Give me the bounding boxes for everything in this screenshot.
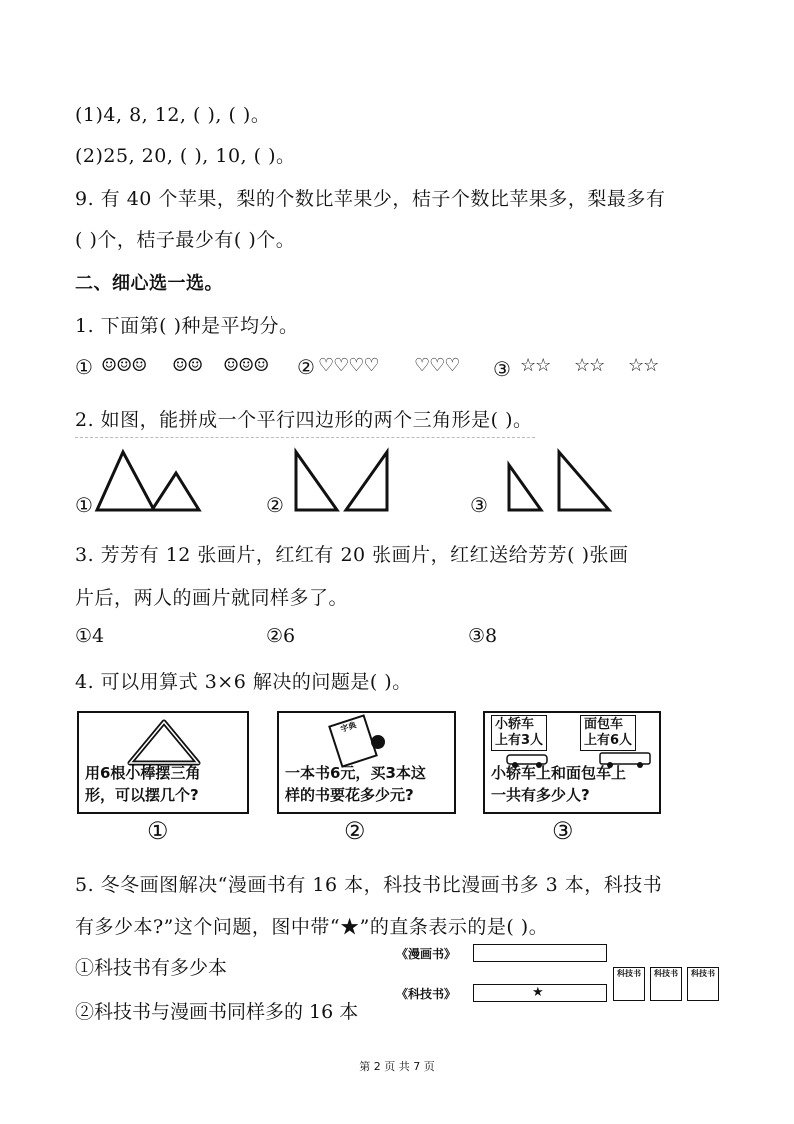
smiley-group-1: ☺☺☺ [101,355,147,376]
triangle-option-1-marker: ① [75,493,93,517]
smiley-group-2: ☺☺ [172,355,203,376]
q4-panel-2-number: ② [344,817,366,845]
science-book-icon-2: 科技书 [650,967,682,1001]
q4-panel-1-caption: 用6根小棒摆三角 形，可以摆几个? [85,764,201,804]
question-9-line-2: ( )个，桔子最少有( )个。 [75,229,296,251]
option-3-marker: ③ [493,357,511,381]
q3-option-3: ③8 [468,625,498,647]
triangle-2b [346,452,387,510]
comic-books-bar [473,944,607,962]
heart-group-1: ♡♡♡♡ [318,355,379,376]
sequence-question-1: (1)4, 8, 12, ( ), ( )。 [75,104,271,126]
comic-books-label: 《漫画书》 [396,947,457,961]
heart-group-2: ♡♡♡ [414,355,460,376]
van-speech-bubble: 面包车 上有6人 [580,715,636,751]
science-books-bar [473,984,607,1002]
page-footer: 第 2 页 共 7 页 [359,1060,435,1073]
sticks-triangle-icon [124,717,204,767]
science-books-label: 《科技书》 [396,987,457,1001]
star-group-3: ☆☆ [628,355,659,376]
q5-option-2: ②科技书与漫画书同样多的 16 本 [75,1001,359,1023]
coin-icon [371,735,385,749]
option-1-marker: ① [75,355,93,379]
triangle-1a [97,452,154,510]
star-group-2: ☆☆ [574,355,605,376]
car-speech-bubble: 小轿车 上有3人 [491,715,547,751]
q3-option-1: ①4 [75,625,105,647]
triangle-figures [0,440,794,520]
dictionary-book-icon: 字典 [328,714,378,768]
q4-panel-3-caption: 小轿车上和面包车上 一共有多少人? [491,764,627,804]
q4-panel-2-caption: 一本书6元，买3本这 样的书要花多少元? [285,764,426,804]
q4-panel-2 [277,711,456,814]
choice-question-4: 4. 可以用算式 3×6 解决的问题是( )。 [75,671,412,693]
triangle-option-3-marker: ③ [470,493,488,517]
triangle-3b [559,452,609,510]
choice-question-3-line-1: 3. 芳芳有 12 张画片，红红有 20 张画片，红红送给芳芳( )张画 [75,544,629,566]
choice-question-5-line-2: 有多少本?”这个问题，图中带“★”的直条表示的是( )。 [75,916,549,938]
choice-question-2: 2. 如图，能拼成一个平行四边形的两个三角形是( )。 [75,409,533,431]
question-9-line-1: 9. 有 40 个苹果，梨的个数比苹果少，桔子个数比苹果多，梨最多有 [75,188,666,210]
triangle-3a [509,465,541,510]
choice-question-1: 1. 下面第( )种是平均分。 [75,315,299,337]
triangle-1b [152,473,199,510]
smiley-group-3: ☺☺☺ [223,355,269,376]
star-group-1: ☆☆ [520,355,551,376]
science-book-icon-3: 科技书 [687,967,719,1001]
q4-panel-3 [483,711,661,814]
triangle-option-2-marker: ② [266,493,284,517]
q4-panel-1-number: ① [147,817,169,845]
q4-panel-1 [77,711,249,814]
sequence-question-2: (2)25, 20, ( ), 10, ( )。 [75,145,296,167]
choice-question-3-line-2: 片后，两人的画片就同样多了。 [75,587,349,609]
q4-panel-3-number: ③ [552,817,574,845]
option-2-marker: ② [297,355,315,379]
choice-question-5-line-1: 5. 冬冬画图解决“漫画书有 16 本，科技书比漫画书多 3 本，科技书 [75,874,663,896]
q5-option-1: ①科技书有多少本 [75,957,228,979]
section-2-heading: 二、细心选一选。 [75,273,223,294]
q3-option-2: ②6 [266,625,296,647]
science-book-icon-1: 科技书 [613,967,645,1001]
star-marker: ★ [532,985,544,1000]
triangle-2a [296,452,337,510]
